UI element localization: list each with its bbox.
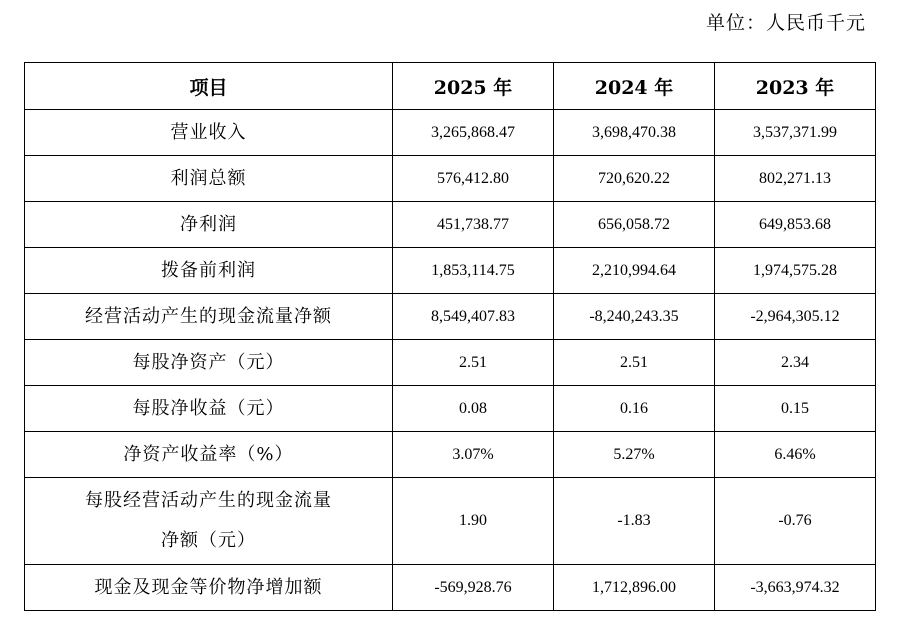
row-label: 经营活动产生的现金流量净额	[25, 294, 393, 340]
cell-2024: 3,698,470.38	[554, 110, 715, 156]
header-year-2025: 2025 年	[393, 63, 554, 110]
cell-2025: 576,412.80	[393, 156, 554, 202]
cell-2024: -8,240,243.35	[554, 294, 715, 340]
cell-2025: 1,853,114.75	[393, 248, 554, 294]
table-row	[25, 110, 876, 156]
cell-2025: -569,928.76	[393, 565, 554, 611]
cell-2023: 6.46%	[715, 432, 876, 478]
cell-2025: 3.07%	[393, 432, 554, 478]
row-label: 利润总额	[25, 156, 393, 202]
cell-2024: -1.83	[554, 478, 715, 565]
cell-2025: 2.51	[393, 340, 554, 386]
cell-2023: -2,964,305.12	[715, 294, 876, 340]
row-label-line: 净额（元）	[161, 530, 256, 551]
header-year-2024: 2024 年	[554, 63, 715, 110]
row-label: 拨备前利润	[25, 248, 393, 294]
cell-2023: 802,271.13	[715, 156, 876, 202]
table-row	[25, 432, 876, 478]
cell-2025: 3,265,868.47	[393, 110, 554, 156]
header-item: 项目	[25, 63, 393, 110]
cell-2025: 8,549,407.83	[393, 294, 554, 340]
row-label: 净利润	[25, 202, 393, 248]
cell-2023: -0.76	[715, 478, 876, 565]
table-row	[25, 478, 876, 565]
cell-2024: 1,712,896.00	[554, 565, 715, 611]
header-year-2023: 2023 年	[715, 63, 876, 110]
table-row	[25, 294, 876, 340]
cell-2023: 649,853.68	[715, 202, 876, 248]
cell-2024: 656,058.72	[554, 202, 715, 248]
cell-2024: 2.51	[554, 340, 715, 386]
table-row	[25, 386, 876, 432]
table-row	[25, 340, 876, 386]
cell-2025: 1.90	[393, 478, 554, 565]
financial-summary-table	[24, 62, 876, 611]
row-label: 营业收入	[25, 110, 393, 156]
row-label: 每股净资产（元）	[25, 340, 393, 386]
cell-2025: 0.08	[393, 386, 554, 432]
unit-note: 单位：人民币千元	[705, 12, 866, 34]
cell-2024: 0.16	[554, 386, 715, 432]
row-label: 每股净收益（元）	[25, 386, 393, 432]
cell-2024: 5.27%	[554, 432, 715, 478]
table-row	[25, 565, 876, 611]
table-row	[25, 202, 876, 248]
cell-2023: 0.15	[715, 386, 876, 432]
row-label	[25, 478, 393, 565]
cell-2023: 2.34	[715, 340, 876, 386]
table-row	[25, 248, 876, 294]
row-label: 净资产收益率（%）	[25, 432, 393, 478]
cell-2023: 1,974,575.28	[715, 248, 876, 294]
cell-2024: 720,620.22	[554, 156, 715, 202]
row-label-line: 每股经营活动产生的现金流量	[85, 490, 332, 511]
cell-2023: -3,663,974.32	[715, 565, 876, 611]
cell-2023: 3,537,371.99	[715, 110, 876, 156]
row-label: 现金及现金等价物净增加额	[25, 565, 393, 611]
cell-2025: 451,738.77	[393, 202, 554, 248]
table-header-row	[25, 63, 876, 110]
cell-2024: 2,210,994.64	[554, 248, 715, 294]
table-row	[25, 156, 876, 202]
